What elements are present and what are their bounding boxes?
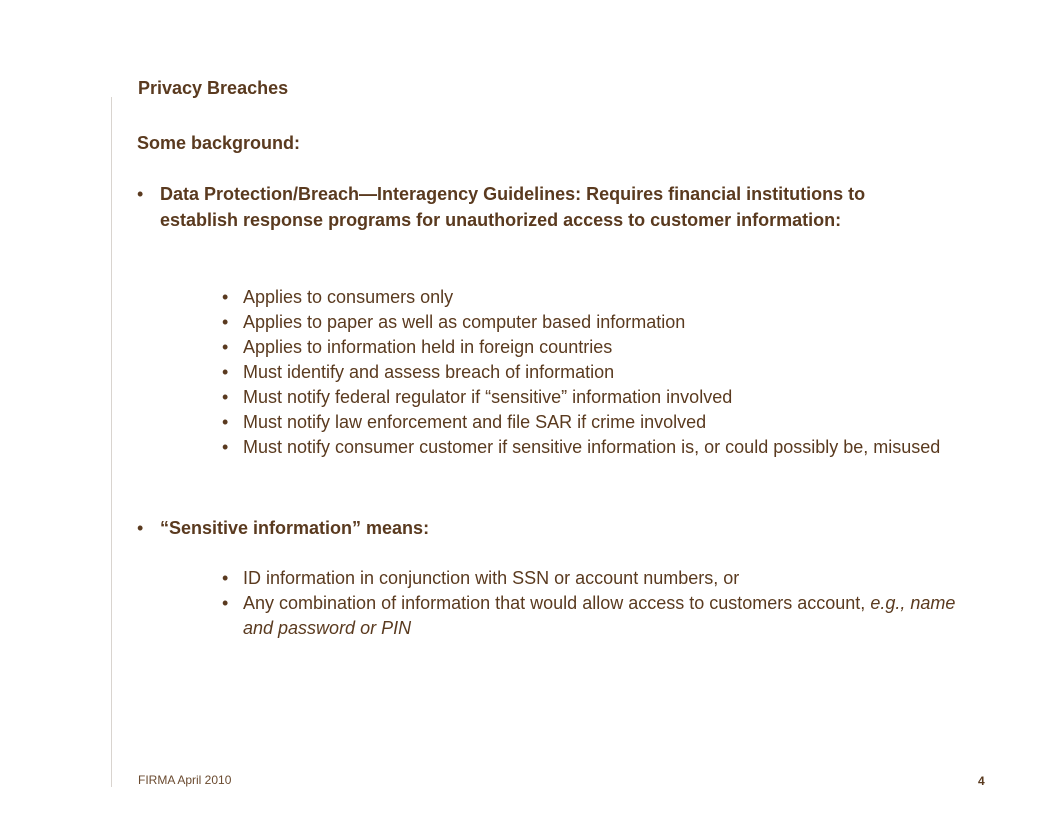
section1-bullet xyxy=(137,181,897,233)
section2-heading: “Sensitive information” means: xyxy=(160,518,430,538)
footer-label: FIRMA April 2010 xyxy=(138,773,232,787)
list-item: • Applies to consumers only xyxy=(222,287,454,307)
list-item: • Must identify and assess breach of information xyxy=(222,362,615,382)
slide-title: Privacy Breaches xyxy=(138,78,289,98)
section2-bullet xyxy=(137,515,897,541)
list-item: • Applies to information held in foreign countries xyxy=(222,337,613,357)
list-item: • Must notify federal regulator if “sensitive” information involved xyxy=(222,387,733,407)
section1-list xyxy=(222,285,982,460)
list-item: • ID information in conjunction with SSN or account numbers, or xyxy=(222,568,740,588)
list-item: • Must notify consumer customer if sensitive information is, or could possibly be, misused xyxy=(222,437,941,457)
example-italic: e.g., name and password or PIN xyxy=(243,593,956,638)
section2-list xyxy=(222,566,982,641)
left-divider-line xyxy=(111,97,112,787)
section1-heading: Data Protection/Breach—Interagency Guidelines: Requires financial institutions to establish response programs for unauthorized access to customer information: xyxy=(160,184,866,230)
list-item: • Applies to paper as well as computer based information xyxy=(222,312,686,332)
page-number: 4 xyxy=(978,774,985,788)
list-item: • Must notify law enforcement and file SAR if crime involved xyxy=(222,412,707,432)
list-item: • Any combination of information that would allow access to customers account, e.g., name and password or PIN xyxy=(222,593,956,638)
bullet-dot: • xyxy=(137,518,144,538)
subheading: Some background: xyxy=(137,133,301,153)
bullet-dot: • xyxy=(137,184,144,204)
